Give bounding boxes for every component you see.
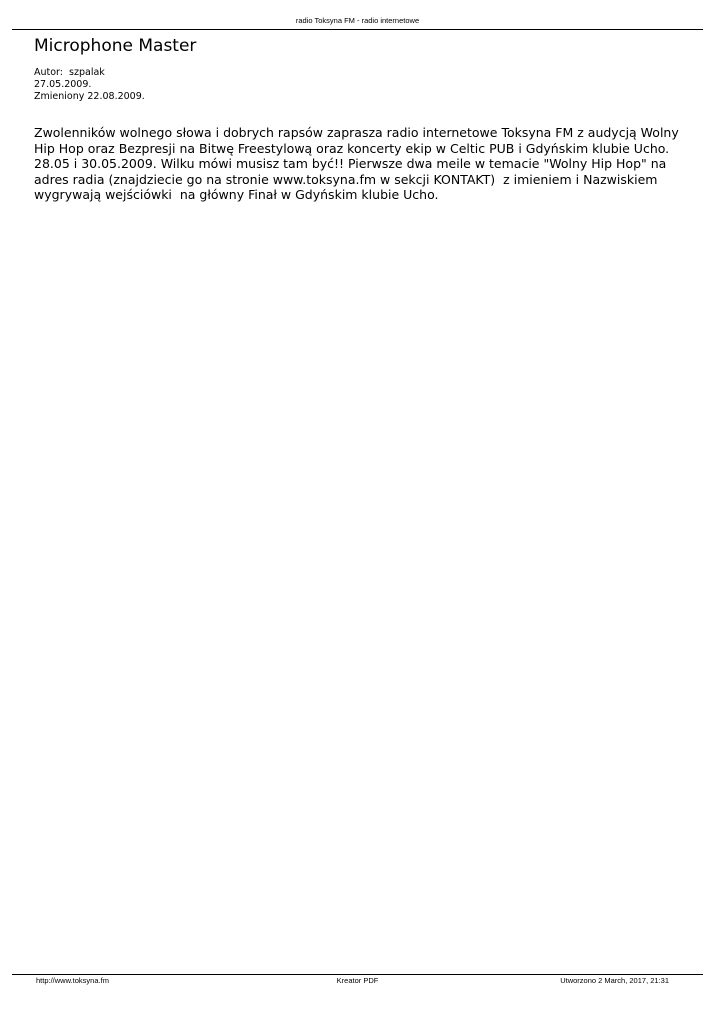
body-line: adres radia (znajdziecie go na stronie www.toksyna.fm w sekcji KONTAKT) z imieniem i Nazwiskiem	[34, 171, 658, 187]
body-line: Zwolenników wolnego słowa i dobrych rapsów zaprasza radio internetowe Toksyna FM z audycją Wolny	[34, 125, 679, 140]
body-line: 28.05 i 30.05.2009. Wilku mówi musisz tam być!! Pierwsze dwa meile w temacie "Wolny Hip Hop" na	[34, 156, 667, 171]
page-footer	[12, 974, 703, 987]
article-meta	[34, 67, 145, 103]
article-title: Microphone Master	[34, 36, 197, 56]
body-line: Hip Hop oraz Bezpresji na Bitwę Freestylową oraz koncerty ekip w Celtic PUB i Gdyńskim klubie Ucho.	[34, 140, 670, 156]
footer-url: http://www.toksyna.fm	[36, 976, 109, 985]
article-body	[34, 125, 684, 203]
footer-generator: Kreator PDF	[336, 976, 379, 985]
footer-created-date: Utworzono 2 March, 2017, 21:31	[560, 976, 669, 985]
body-line: wygrywają wejściówki na główny Finał w Gdyńskim klubie Ucho.	[34, 187, 439, 202]
created-date: 27.05.2009.	[34, 79, 92, 90]
modified-date: Zmieniony 22.08.2009.	[34, 91, 145, 102]
page-header-text: radio Toksyna FM - radio internetowe	[295, 16, 420, 25]
author-line: Autor: szpalak	[34, 67, 105, 78]
page-header	[12, 16, 703, 30]
